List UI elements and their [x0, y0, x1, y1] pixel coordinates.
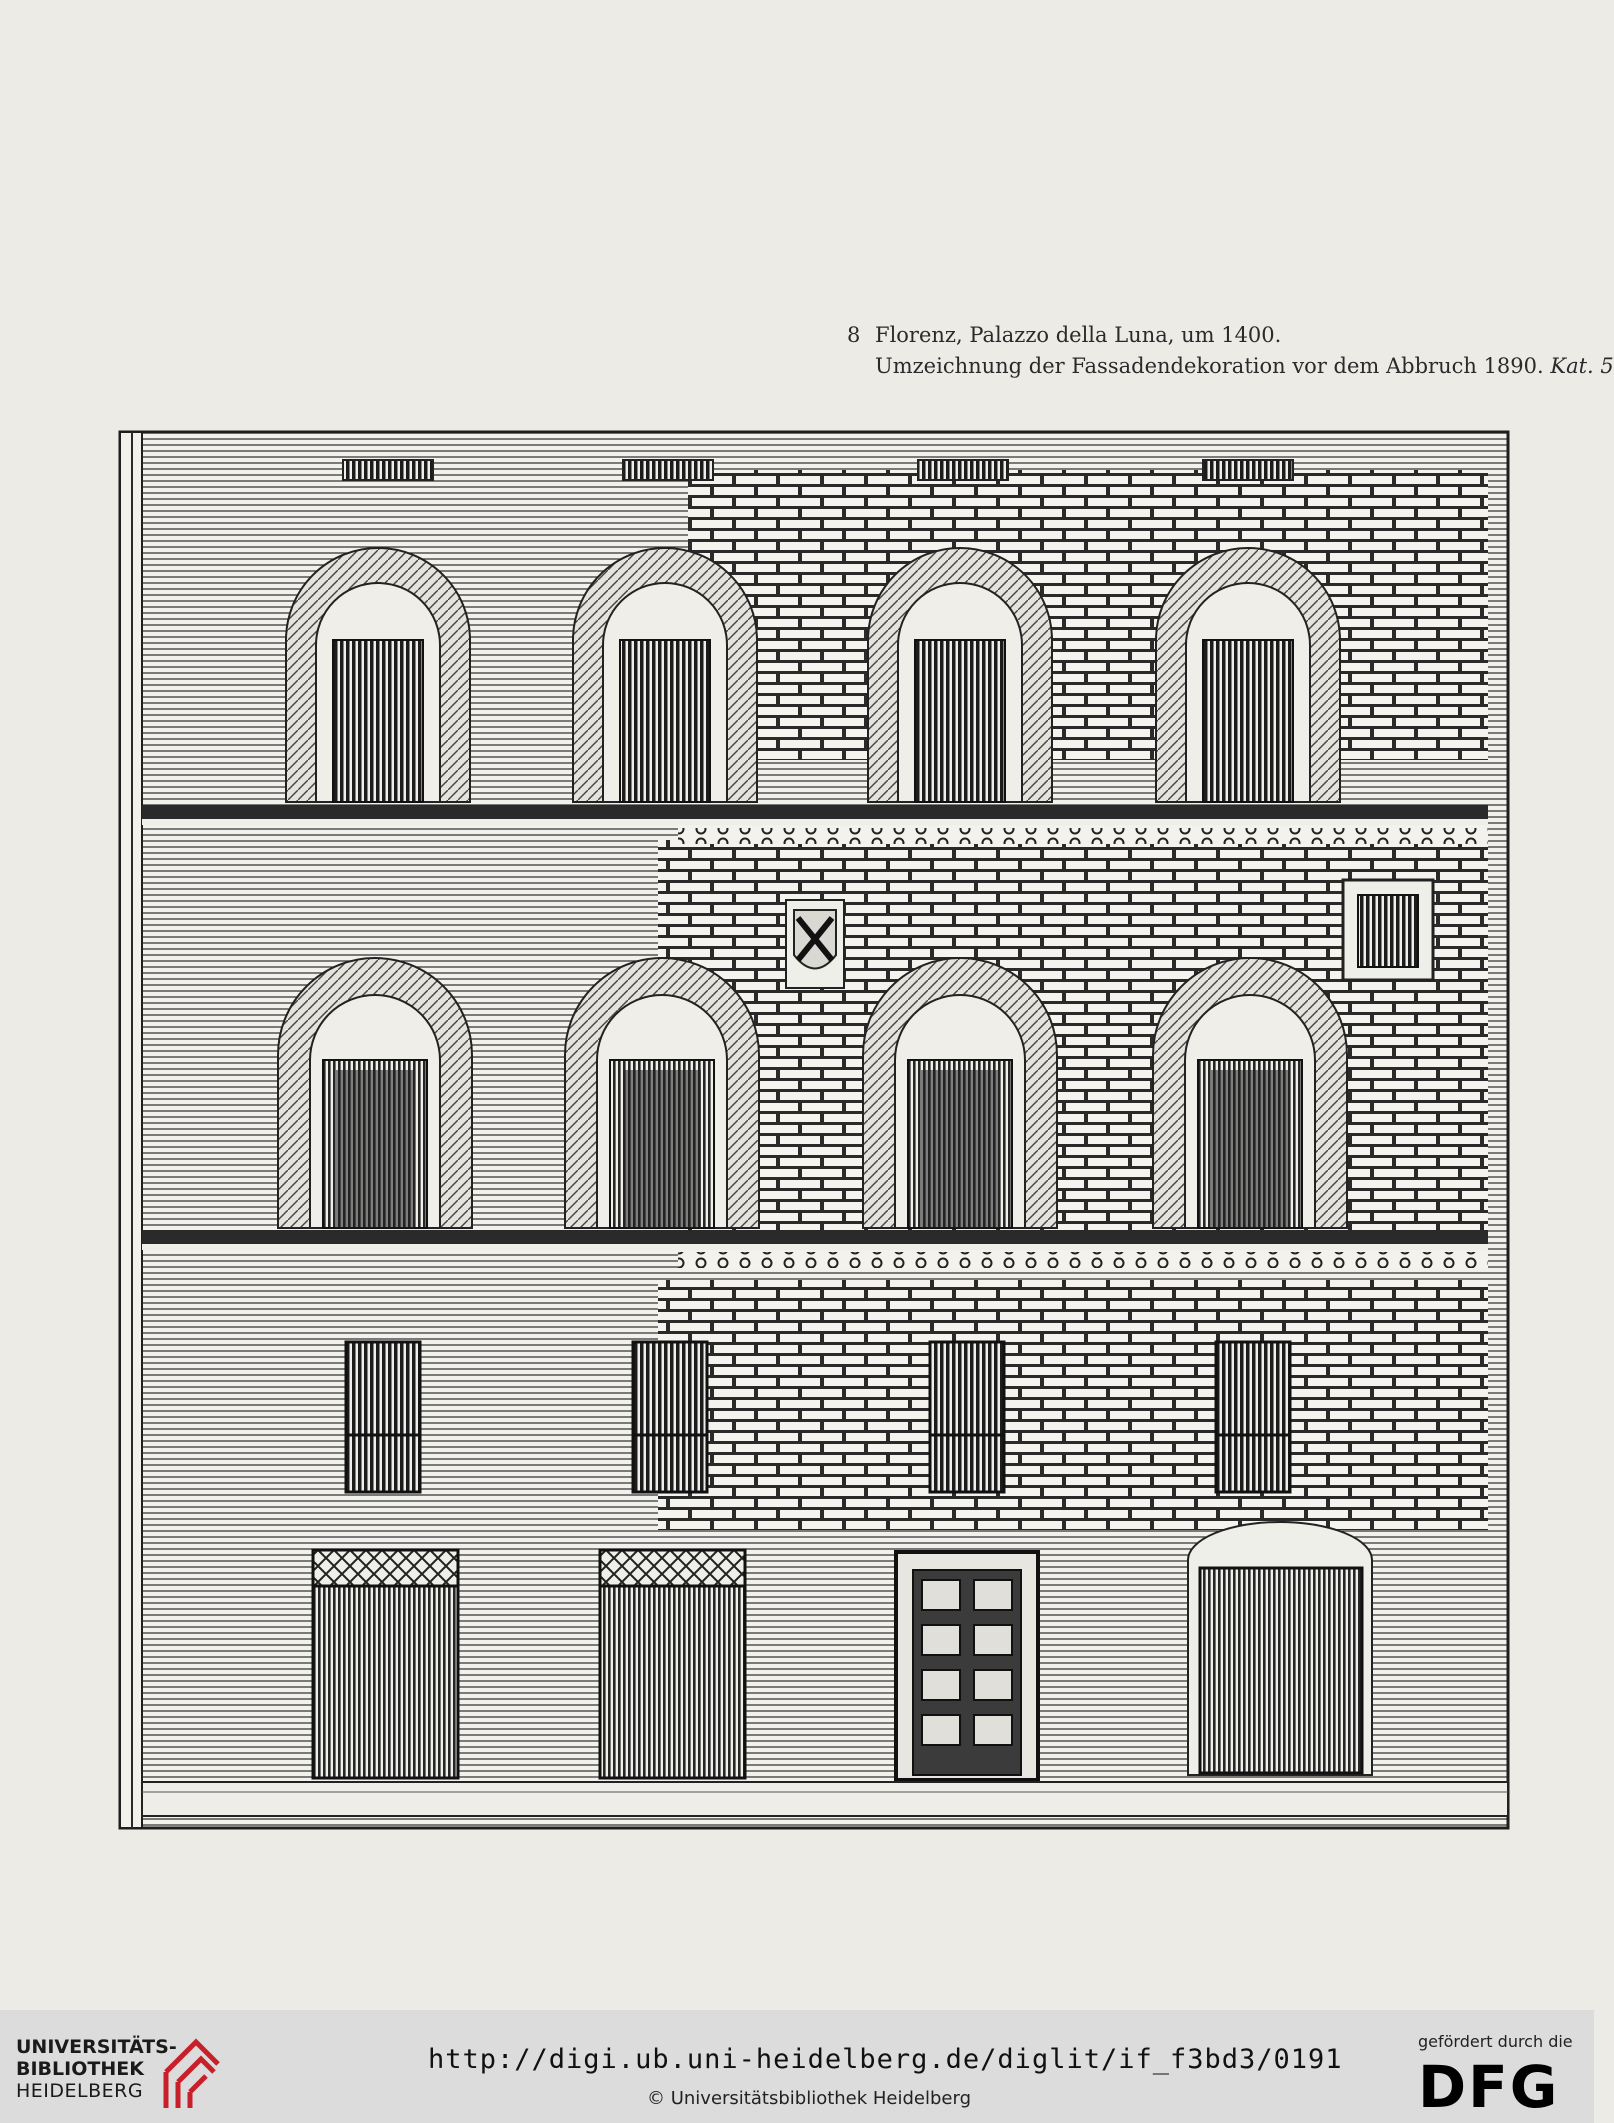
brick-area-upper: [688, 470, 1488, 760]
caption-description: [875, 351, 1614, 382]
figure-caption: [847, 320, 1614, 382]
caption-description-text: Umzeichnung der Fassadendekoration vor dem Abbruch 1890.: [875, 354, 1544, 378]
library-name: [16, 2036, 177, 2102]
digitization-footer: [0, 2010, 1594, 2123]
string-course-lower: [142, 1230, 1488, 1244]
library-name-line1: UNIVERSITÄTS-: [16, 2036, 177, 2058]
funder-label: gefördert durch die: [1418, 2032, 1573, 2051]
university-library-logo[interactable]: [16, 2030, 236, 2110]
facade-engraving: [118, 430, 1510, 1830]
caption-title: Florenz, Palazzo della Luna, um 1400.: [875, 323, 1282, 347]
permalink-url[interactable]: http://digi.ub.uni-heidelberg.de/diglit/if_f3bd3/0191: [428, 2044, 1343, 2075]
ground-plinth: [142, 1782, 1508, 1816]
brick-area-lower: [658, 1280, 1488, 1530]
string-course-upper: [142, 805, 1488, 819]
library-name-line2: BIBLIOTHEK: [16, 2058, 144, 2080]
dfg-logo[interactable]: DFG: [1418, 2053, 1560, 2121]
copyright-notice: © Universitätsbibliothek Heidelberg: [647, 2088, 972, 2109]
catalog-reference: Kat. 5: [1550, 354, 1614, 378]
library-name-line3: HEIDELBERG: [16, 2080, 144, 2102]
library-emblem-icon: [156, 2032, 226, 2112]
figure-number: 8: [847, 323, 861, 347]
